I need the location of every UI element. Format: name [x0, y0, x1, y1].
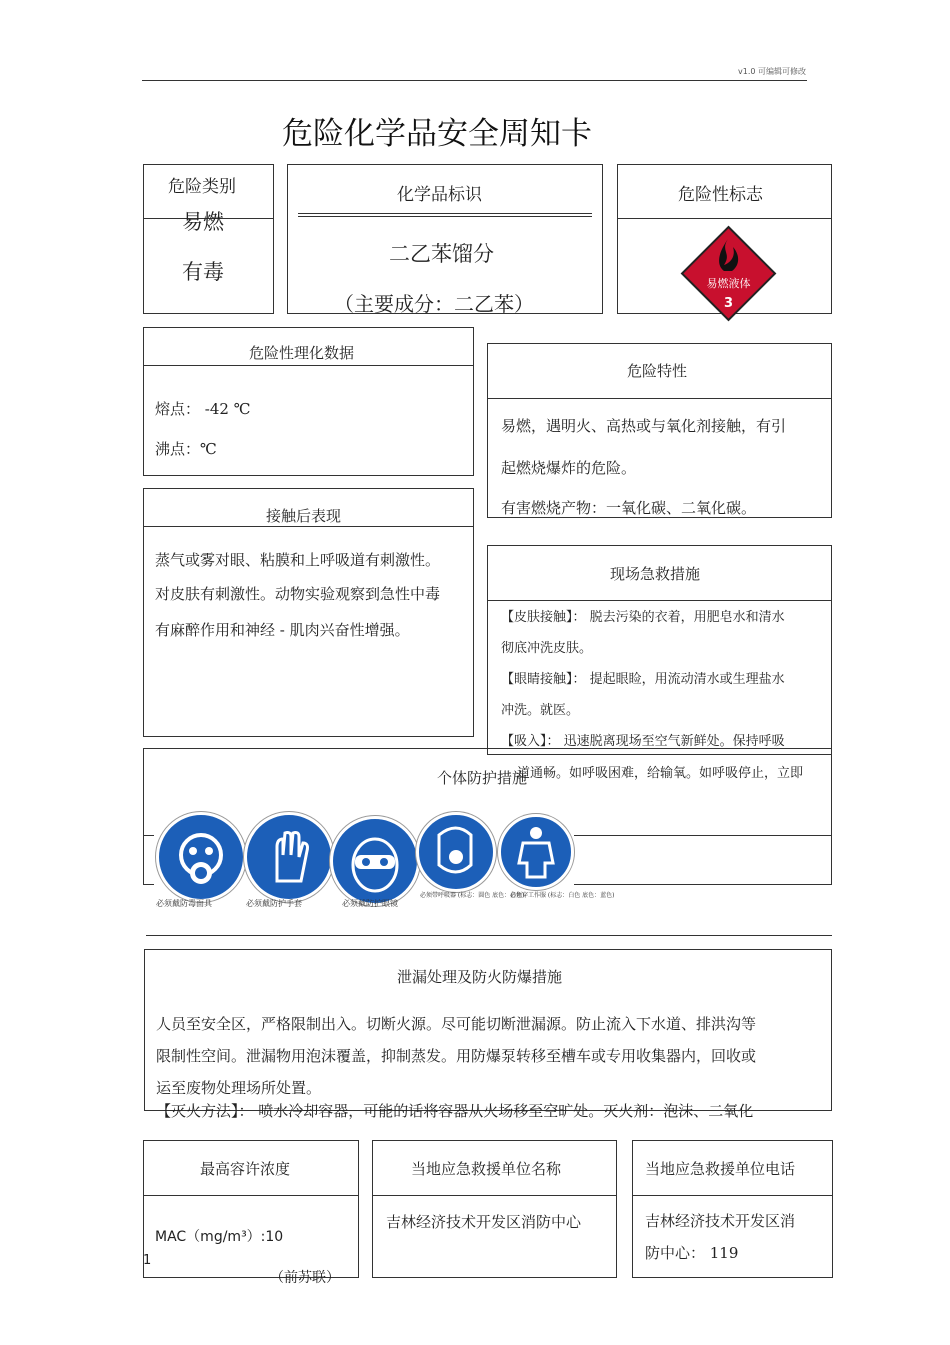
first-aid-label: 现场急救措施 [610, 565, 701, 583]
work-clothes-icon [498, 814, 574, 890]
first-aid-line: 【眼睛接触】： 提起眼睑，用流动清水或生理盐水 [501, 672, 785, 687]
svg-text:易燃液体: 易燃液体 [706, 277, 751, 290]
leak-label: 泄漏处理及防火防爆措施 [397, 968, 563, 986]
respirator-icon [416, 812, 496, 892]
ppe-caption: 必须带呼吸器 (标志：圆色 底色：白色) [420, 892, 525, 899]
boiling-point: 沸点：℃ [155, 440, 217, 458]
section-divider [146, 935, 832, 936]
hazard-props-label: 危险特性 [627, 362, 688, 380]
first-aid-line: 【吸入】： 迅速脱离现场至空气新鲜处。保持呼吸 [501, 734, 785, 749]
physchem-label: 危险性理化数据 [249, 344, 355, 362]
emergency-phone-line: 防中心： 119 [645, 1244, 739, 1262]
leak-line: 运至废物处理场所处置。 [156, 1079, 322, 1097]
first-aid-line: 彻底冲洗皮肤。 [501, 641, 593, 656]
leak-line: 限制性空间。泄漏物用泡沫覆盖，抑制蒸发。用防爆泵转移至槽车或专用收集器内，回收或 [156, 1047, 757, 1065]
ppe-label: 个体防护措施 [437, 769, 528, 787]
svg-text:3: 3 [723, 296, 734, 311]
ppe-caption: 必须穿工作服 (标志：白色 底色：蓝色) [510, 892, 615, 899]
melting-point: 熔点： -42 ℃ [155, 400, 251, 418]
first-aid-line: 冲洗。就医。 [501, 703, 580, 718]
gas-mask-icon [156, 812, 246, 902]
mac-value: MAC（mg/m³）:10 [155, 1229, 284, 1245]
chemical-name: 二乙苯馏分 [389, 242, 494, 266]
page-title: 危险化学品安全周知卡 [282, 116, 592, 152]
leak-line: 人员至安全区，严格限制出入。切断火源。尽可能切断泄漏源。防止流入下水道、排洪沟等 [156, 1015, 757, 1033]
hazard-props-line: 有害燃烧产物：一氧化碳、二氧化碳。 [501, 499, 757, 517]
emergency-phone-line: 吉林经济技术开发区消 [645, 1212, 796, 1230]
mac-note: （前苏联） [270, 1270, 340, 1286]
chemical-component: （主要成分：二乙苯） [334, 292, 534, 316]
emergency-unit-label: 当地应急救援单位名称 [411, 1160, 562, 1178]
ppe-caption: 必须戴防护眼镜 [342, 899, 398, 908]
exposure-line: 对皮肤有刺激性。动物实验观察到急性中毒 [155, 585, 441, 603]
hazard-category-label: 危险类别 [168, 177, 236, 197]
exposure-line: 有麻醉作用和神经 - 肌肉兴奋性增强。 [155, 621, 410, 639]
ppe-icon-strip [154, 810, 615, 910]
exposure-label: 接触后表现 [266, 507, 342, 525]
hazard-sign-label: 危险性标志 [678, 185, 763, 205]
ppe-caption: 必须戴防毒面具 [156, 899, 212, 908]
version-note: v1.0 可编辑可修改 [738, 67, 806, 76]
hazard-props-line: 易燃，遇明火、高热或与氧化剂接触，有引 [501, 417, 787, 435]
emergency-unit-value: 吉林经济技术开发区消防中心 [386, 1213, 582, 1231]
leak-line: 【灭火方法】： 喷水冷却容器，可能的话将容器从火场移至空旷处。灭火剂：泡沫、二氧化 [156, 1102, 754, 1120]
chemical-id-label: 化学品标识 [397, 185, 482, 205]
first-aid-line: 【皮肤接触】： 脱去污染的衣着，用肥皂水和清水 [501, 610, 785, 625]
gloves-icon [244, 812, 334, 902]
mac-label: 最高容许浓度 [200, 1160, 291, 1178]
exposure-line: 蒸气或雾对眼、粘膜和上呼吸道有刺激性。 [155, 551, 441, 569]
goggles-icon [330, 816, 420, 906]
hazard-props-line: 起燃烧爆炸的危险。 [501, 459, 637, 477]
hazard-category-toxic: 有毒 [182, 260, 224, 284]
ppe-caption: 必须戴防护手套 [246, 899, 302, 908]
page-number: 1 [143, 1253, 152, 1268]
emergency-phone-label: 当地应急救援单位电话 [645, 1160, 796, 1178]
first-aid-line: 道通畅。如呼吸困难，给输氧。如呼吸停止，立即 [517, 766, 804, 781]
hazard-category-flammable: 易燃 [182, 210, 224, 234]
header-rule [142, 80, 807, 81]
flammable-liquid-diamond-icon [680, 225, 777, 322]
